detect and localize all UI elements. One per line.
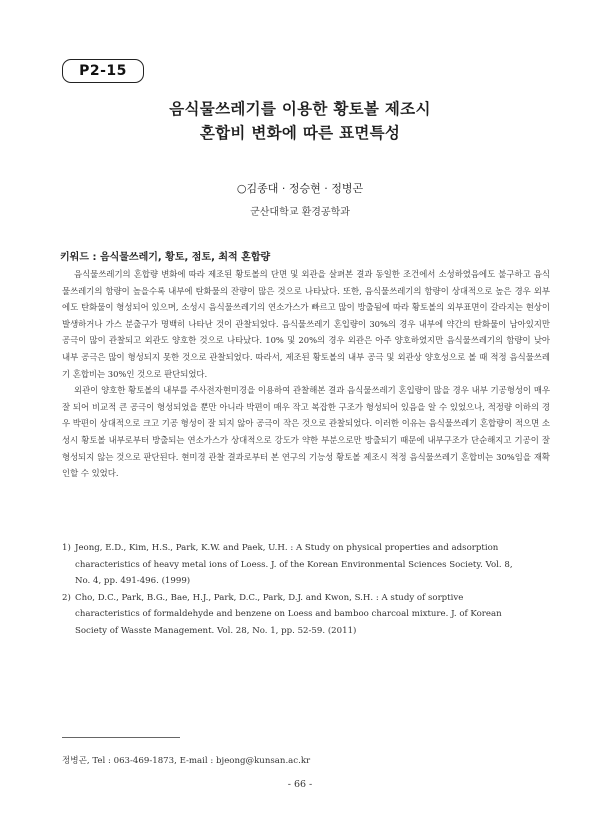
affiliation: 군산대학교 환경공학과 xyxy=(250,207,350,218)
reference-line: Cho, D.C., Park, B.G., Bae, H.J., Park, D.C., Park, D.J. and Kwon, S.H. : A study of sorptive xyxy=(75,592,464,603)
reference-line: Jeong, E.D., Kim, H.S., Park, K.W. and Paek, U.H. : A Study on physical properties and adsorption xyxy=(75,543,499,553)
reference-line: characteristics of formaldehyde and benzene on Loess and bamboo charcoal mixture. J. of Korean xyxy=(75,609,502,619)
reference-number: 2) xyxy=(62,592,71,603)
title-line-1: 음식물쓰레기를 이용한 황토볼 제조시 xyxy=(169,100,431,118)
footnote-divider xyxy=(62,737,180,738)
reference-line: No. 4, pp. 491-496. (1999) xyxy=(75,576,191,586)
corresponding-author-contact: 정병곤, Tel : 063-469-1873, E-mail : bjeong@kunsan.ac.kr xyxy=(62,756,311,766)
session-code-badge: P2-15 xyxy=(62,59,144,83)
body-paragraph: 음식물쓰레기의 혼합량 변화에 따라 제조된 황토볼의 단면 및 외관을 살펴본 결과 동일한 조건에서 소성하였음에도 불구하고 음식물쓰레기의 함량이 높을수록 내부에 탄화물의 잔량이 많은 것으로 나타났다. 또한, 음식물쓰레기의 함량이 상대적으로 높은 경우 외부에도 탄화물이 형성되어 있으며, 소성시 음식물쓰레기의 연소가스가 빠르고 많이 방출됨에 따라 황토볼의 외부표면이 갈라지는 현상이 발생하거나 가스 분출구가 명백히 나타난 것이 관찰되었다. 음식물쓰레기 혼입량이 30%의 경우 내부에 약간의 탄화물이 남아있지만 공극이 많이 관찰되고 외관도 양호한 것으로 나타났다. 10% 및 20%의 경우 외관은 아주 양호하였지만 음식물쓰레기의 함량이 낮아 내부 공극은 많이 형성되지 못한 것으로 관찰되었다. 따라서, 제조된 황토볼의 내부 공극 및 외관상 양호성으로 볼 때 적정 음식물쓰레기 혼합비는 30%인 것으로 판단되었다. xyxy=(62,269,550,379)
body-paragraph: 외관이 양호한 황토볼의 내부를 주사전자현미경을 이용하여 관찰해본 결과 음식물쓰레기 혼입량이 많을 경우 내부 기공형성이 매우 잘 되어 비교적 큰 공극이 형성되었을 뿐만 아니라 박편이 매우 작고 복잡한 구조가 형성되어 있음을 알 수 있었으나, 적정량 이하의 경우 박편이 상대적으로 크고 기공 형성이 잘 되지 않아 공극이 작은 것으로 관찰되었다. 이러한 이유는 음식물쓰레기 혼합량이 적으면 소성시 황토볼 내부로부터 방출되는 연소가스가 상대적으로 강도가 약한 부분으로만 방출되기 때문에 내부구조가 단순해지고 기공이 잘 형성되지 않는 것으로 판단된다. 현미경 관찰 결과로부터 본 연구의 기능성 황토볼 제조시 적정 음식물쓰레기 혼합비는 30%임을 재확인할 수 있었다. xyxy=(62,385,550,479)
page-number: - 66 - xyxy=(287,779,313,790)
keywords: 키워드 : 음식물쓰레기, 황토, 점토, 최적 혼합량 xyxy=(60,252,271,263)
reference-item xyxy=(62,540,552,590)
title-line-2: 혼합비 변화에 따른 표면특성 xyxy=(199,124,401,142)
reference-number: 1) xyxy=(62,543,71,553)
author-list: ○김종대 · 정승현 · 정병곤 xyxy=(236,182,364,195)
reference-list xyxy=(62,540,552,639)
reference-item xyxy=(62,590,552,640)
reference-line: characteristics of heavy metal ions of Loess. J. of the Korean Environmental Sciences Society. Vol. 8, xyxy=(75,559,513,570)
reference-line: Society of Wasste Management. Vol. 28, No. 1, pp. 52-59. (2011) xyxy=(75,625,357,636)
abstract-body xyxy=(62,266,550,482)
